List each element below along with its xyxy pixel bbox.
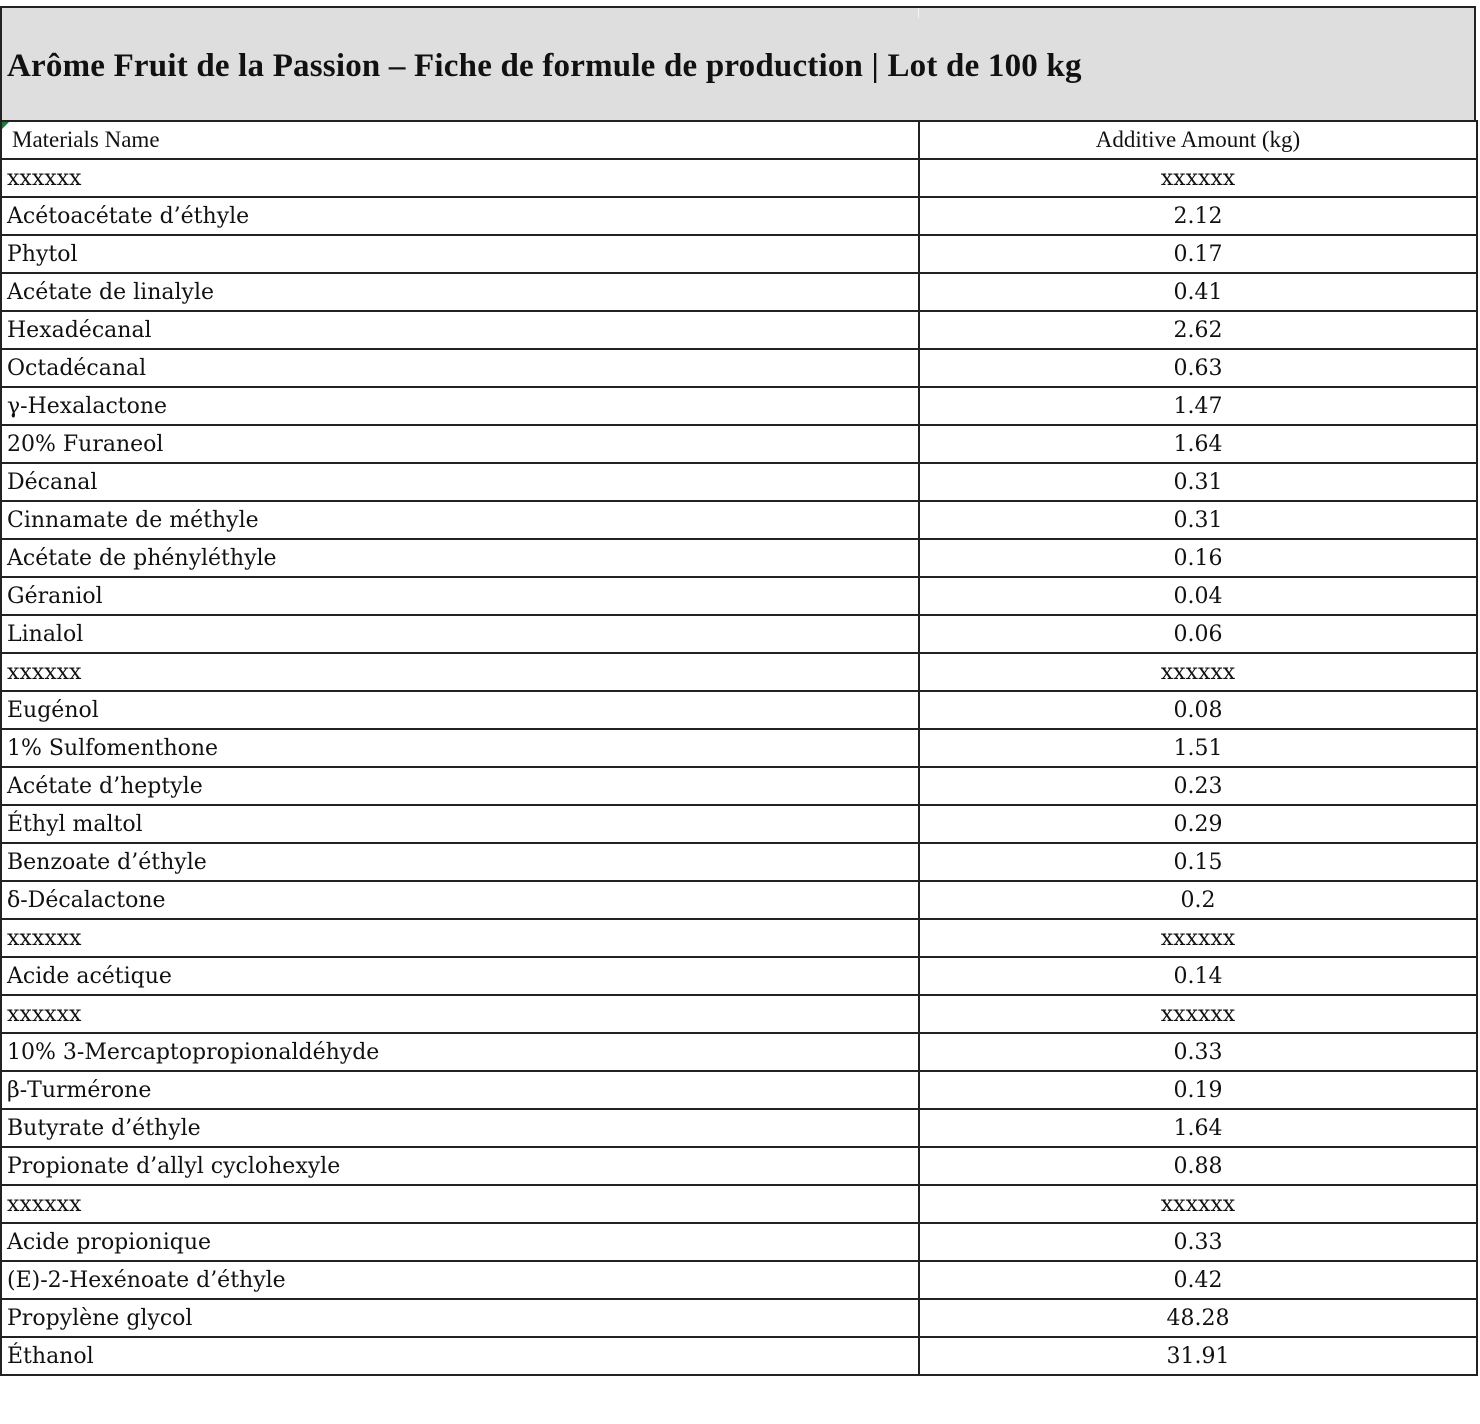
material-name-cell[interactable]: δ-Décalactone — [1, 881, 919, 919]
additive-amount-cell[interactable]: 0.08 — [919, 691, 1477, 729]
material-name-cell[interactable]: 20% Furaneol — [1, 425, 919, 463]
header-additive-amount-label: Additive Amount (kg) — [1095, 127, 1301, 152]
material-name-cell[interactable]: Acétate de phényléthyle — [1, 539, 919, 577]
additive-amount-cell[interactable]: xxxxxx — [919, 919, 1477, 957]
table-row — [1, 1071, 1477, 1109]
additive-amount-cell[interactable]: 1.51 — [919, 729, 1477, 767]
table-row — [1, 729, 1477, 767]
additive-amount-cell[interactable]: 0.16 — [919, 539, 1477, 577]
material-name-cell[interactable]: β-Turmérone — [1, 1071, 919, 1109]
table-row — [1, 1185, 1477, 1223]
material-name-cell[interactable]: Butyrate d’éthyle — [1, 1109, 919, 1147]
material-name-cell[interactable]: Éthanol — [1, 1337, 919, 1375]
table-row — [1, 349, 1477, 387]
table-row — [1, 197, 1477, 235]
additive-amount-cell[interactable]: 1.64 — [919, 1109, 1477, 1147]
header-materials-name-label: Materials Name — [12, 127, 160, 152]
table-row — [1, 1223, 1477, 1261]
table-row — [1, 1109, 1477, 1147]
additive-amount-cell[interactable]: 0.06 — [919, 615, 1477, 653]
material-name-cell[interactable]: xxxxxx — [1, 159, 919, 197]
additive-amount-cell[interactable]: 0.23 — [919, 767, 1477, 805]
header-additive-amount[interactable] — [919, 121, 1477, 159]
cell-indicator-icon — [2, 122, 9, 129]
additive-amount-cell[interactable]: 0.17 — [919, 235, 1477, 273]
additive-amount-cell[interactable]: 0.42 — [919, 1261, 1477, 1299]
additive-amount-cell[interactable]: 0.14 — [919, 957, 1477, 995]
material-name-cell[interactable]: Cinnamate de méthyle — [1, 501, 919, 539]
material-name-cell[interactable]: γ-Hexalactone — [1, 387, 919, 425]
material-name-cell[interactable]: Benzoate d’éthyle — [1, 843, 919, 881]
additive-amount-cell[interactable]: 2.12 — [919, 197, 1477, 235]
table-row — [1, 843, 1477, 881]
material-name-cell[interactable]: Acide propionique — [1, 1223, 919, 1261]
additive-amount-cell[interactable]: 0.33 — [919, 1223, 1477, 1261]
title-cell[interactable] — [0, 6, 1476, 121]
table-row — [1, 235, 1477, 273]
table-row — [1, 425, 1477, 463]
material-name-cell[interactable]: xxxxxx — [1, 653, 919, 691]
table-row — [1, 691, 1477, 729]
material-name-cell[interactable]: xxxxxx — [1, 1185, 919, 1223]
additive-amount-cell[interactable]: xxxxxx — [919, 159, 1477, 197]
additive-amount-cell[interactable]: 0.33 — [919, 1033, 1477, 1071]
material-name-cell[interactable]: Décanal — [1, 463, 919, 501]
table-body — [1, 159, 1477, 1375]
material-name-cell[interactable]: Propylène glycol — [1, 1299, 919, 1337]
material-name-cell[interactable]: Phytol — [1, 235, 919, 273]
header-materials-name[interactable] — [1, 121, 919, 159]
table-row — [1, 615, 1477, 653]
additive-amount-cell[interactable]: 0.31 — [919, 463, 1477, 501]
page-title: Arôme Fruit de la Passion – Fiche de formule de production | Lot de 100 kg — [7, 48, 1082, 84]
additive-amount-cell[interactable]: 0.2 — [919, 881, 1477, 919]
table-row — [1, 1261, 1477, 1299]
table-row — [1, 159, 1477, 197]
material-name-cell[interactable]: Hexadécanal — [1, 311, 919, 349]
material-name-cell[interactable]: Acétate de linalyle — [1, 273, 919, 311]
table-row — [1, 1337, 1477, 1375]
table-row — [1, 1147, 1477, 1185]
table-row — [1, 463, 1477, 501]
material-name-cell[interactable]: 1% Sulfomenthone — [1, 729, 919, 767]
table-row — [1, 1299, 1477, 1337]
additive-amount-cell[interactable]: 0.41 — [919, 273, 1477, 311]
material-name-cell[interactable]: (E)-2-Hexénoate d’éthyle — [1, 1261, 919, 1299]
additive-amount-cell[interactable]: 2.62 — [919, 311, 1477, 349]
table-row — [1, 653, 1477, 691]
additive-amount-cell[interactable]: xxxxxx — [919, 653, 1477, 691]
table-row — [1, 501, 1477, 539]
additive-amount-cell[interactable]: 48.28 — [919, 1299, 1477, 1337]
material-name-cell[interactable]: Octadécanal — [1, 349, 919, 387]
additive-amount-cell[interactable]: 31.91 — [919, 1337, 1477, 1375]
additive-amount-cell[interactable]: 0.31 — [919, 501, 1477, 539]
table-row — [1, 805, 1477, 843]
formula-table — [0, 120, 1478, 1376]
material-name-cell[interactable]: Acide acétique — [1, 957, 919, 995]
table-row — [1, 767, 1477, 805]
additive-amount-cell[interactable]: 0.04 — [919, 577, 1477, 615]
table-row — [1, 539, 1477, 577]
additive-amount-cell[interactable]: xxxxxx — [919, 995, 1477, 1033]
material-name-cell[interactable]: 10% 3-Mercaptopropionaldéhyde — [1, 1033, 919, 1071]
table-row — [1, 995, 1477, 1033]
material-name-cell[interactable]: xxxxxx — [1, 995, 919, 1033]
material-name-cell[interactable]: Linalol — [1, 615, 919, 653]
table-row — [1, 957, 1477, 995]
additive-amount-cell[interactable]: 1.64 — [919, 425, 1477, 463]
material-name-cell[interactable]: xxxxxx — [1, 919, 919, 957]
additive-amount-cell[interactable]: 0.19 — [919, 1071, 1477, 1109]
material-name-cell[interactable]: Géraniol — [1, 577, 919, 615]
additive-amount-cell[interactable]: 0.63 — [919, 349, 1477, 387]
additive-amount-cell[interactable]: 0.88 — [919, 1147, 1477, 1185]
table-row — [1, 387, 1477, 425]
material-name-cell[interactable]: Eugénol — [1, 691, 919, 729]
material-name-cell[interactable]: Acétate d’heptyle — [1, 767, 919, 805]
table-row — [1, 1033, 1477, 1071]
additive-amount-cell[interactable]: xxxxxx — [919, 1185, 1477, 1223]
table-row — [1, 919, 1477, 957]
additive-amount-cell[interactable]: 0.29 — [919, 805, 1477, 843]
additive-amount-cell[interactable]: 0.15 — [919, 843, 1477, 881]
table-row — [1, 577, 1477, 615]
table-row — [1, 273, 1477, 311]
table-header-row — [1, 121, 1477, 159]
material-name-cell[interactable]: Éthyl maltol — [1, 805, 919, 843]
title-cell-divider — [918, 8, 919, 18]
material-name-cell[interactable]: Propionate d’allyl cyclohexyle — [1, 1147, 919, 1185]
material-name-cell[interactable]: Acétoacétate d’éthyle — [1, 197, 919, 235]
table-row — [1, 881, 1477, 919]
additive-amount-cell[interactable]: 1.47 — [919, 387, 1477, 425]
table-row — [1, 311, 1477, 349]
